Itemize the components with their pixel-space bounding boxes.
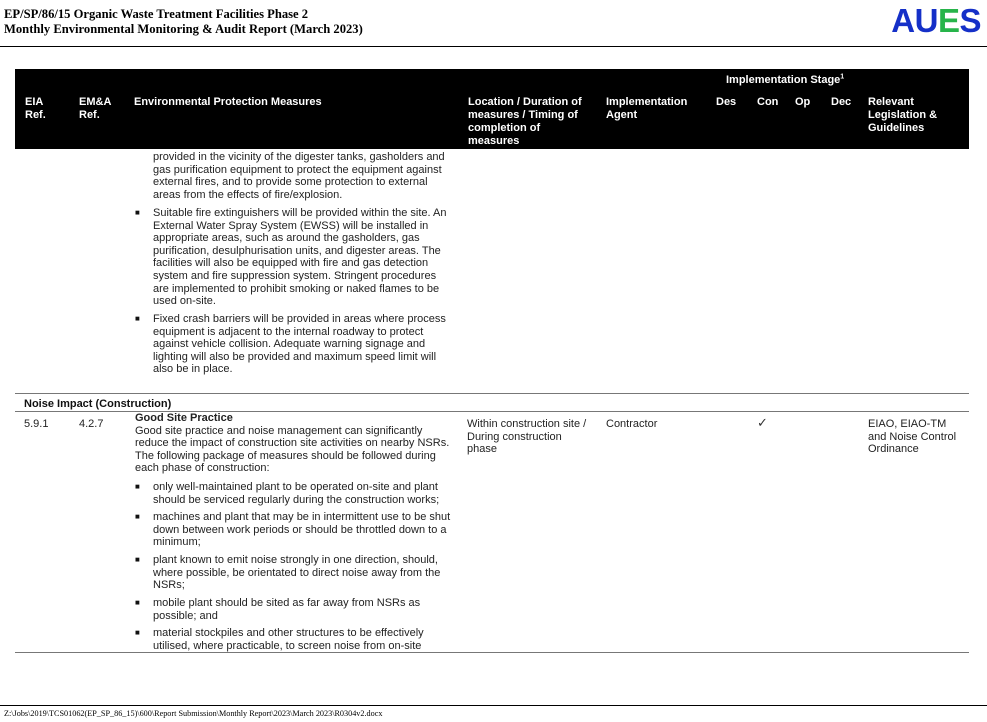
footer-file-path: Z:\Jobs\2019\TCS01062(EP_SP_86_15)\600\Report Submission\Monthly Report\2023\March 2023\R0304v2.docx [4,709,383,718]
header-line-1: EP/SP/86/15 Organic Waste Treatment Facilities Phase 2 [4,7,309,21]
bullet-marker: ■ [135,555,140,564]
table-header [15,69,969,149]
aues-logo [891,3,981,39]
document-header-title [4,7,363,36]
noise-bullet-4: mobile plant should be sited as far away from NSRs as possible; and [153,597,421,622]
logo-letter-e: E [937,2,960,39]
th-dec: Dec [831,96,852,108]
th-location: Location / Duration of measures / Timing of completion of measures [468,96,582,147]
section-title-noise: Noise Impact (Construction) [24,398,172,410]
th-op: Op [795,96,811,108]
continued-paragraph: provided in the vicinity of the digester tanks, gasholders and gas purification equipment to protect the equipment against external fires, and to provide some protection to external areas from the effects of fire/explosion. [153,151,445,201]
bullet-marker: ■ [135,512,140,521]
th-des: Des [716,96,737,108]
bullet-crash-barriers: Fixed crash barriers will be provided in areas where process equipment is adjacent to the internal roadway to protect against vehicle collision. Adequate warning signage and lighting will also be provided and maximum speed limit will also be in place. [153,313,446,376]
noise-bullet-2: machines and plant that may be in intermittent use to be shut down between work periods or should be throttled down to a minimum; [153,511,451,549]
th-implementation-stage: Implementation Stage$^1$ [726,73,845,86]
noise-bullet-3: plant known to emit noise strongly in one direction, should, where possible, be orientated to direct noise away from the NSRs; [153,554,441,592]
logo-letter-u: U [914,2,938,39]
th-con: Con [757,96,779,108]
row-measures: Good Site Practice Good site practice and noise management can significantly reduce the impact of construction site activities on nearby NSRs. The following package of measures should be followed during each phase of construction: [135,412,465,475]
th-agent: Implementation Agent [606,96,688,121]
row-legislation: EIAO, EIAO-TM and Noise Control Ordinance [868,418,957,456]
header-line-2: Monthly Environmental Monitoring & Audit Report (March 2023) [4,21,363,36]
th-eia-ref: EIA Ref. [25,96,46,121]
th-ema-ref: EM&A Ref. [79,96,112,121]
bullet-marker: ■ [135,208,140,217]
logo-letter-s: S [959,2,981,39]
logo-letter-a: A [891,2,915,39]
con-checkmark: ✓ [757,415,768,430]
stage-footnote-mark: 1 [840,73,845,81]
bullet-marker: ■ [135,628,140,637]
bullet-marker: ■ [135,482,140,491]
row-heading: Good Site Practice [135,412,233,424]
th-legislation: Relevant Legislation & Guidelines [868,96,938,134]
table-bottom-rule [15,652,969,653]
header-rule [0,46,987,47]
row-agent: Contractor [606,418,658,430]
row-location: Within construction site / During construction phase [467,418,587,456]
noise-bullet-1: only well-maintained plant to be operated on-site and plant should be serviced regularly during the construction works; [153,481,440,506]
section-top-rule [15,393,969,394]
noise-bullet-5: material stockpiles and other structures to be effectively utilised, where practicable, to screen noise from on-site [153,627,424,652]
footer-rule [0,705,987,706]
bullet-fire-extinguishers: Suitable fire extinguishers will be provided within the site. An External Water Spray System (EWSS) will be installed in appropriate areas, such as around the gasholders, gas purification, desulphurisation units, and digester areas. The facilities will also be equipped with fire and gas detection system and fire suppression system. Stringent procedures are implemented to prohibit smoking or naked flames to be used on-site. [153,207,447,308]
row-ema-ref: 4.2.7 [79,418,104,430]
bullet-marker: ■ [135,598,140,607]
row-eia-ref: 5.9.1 [24,418,49,430]
bullet-marker: ■ [135,314,140,323]
th-measures: Environmental Protection Measures [134,96,322,108]
